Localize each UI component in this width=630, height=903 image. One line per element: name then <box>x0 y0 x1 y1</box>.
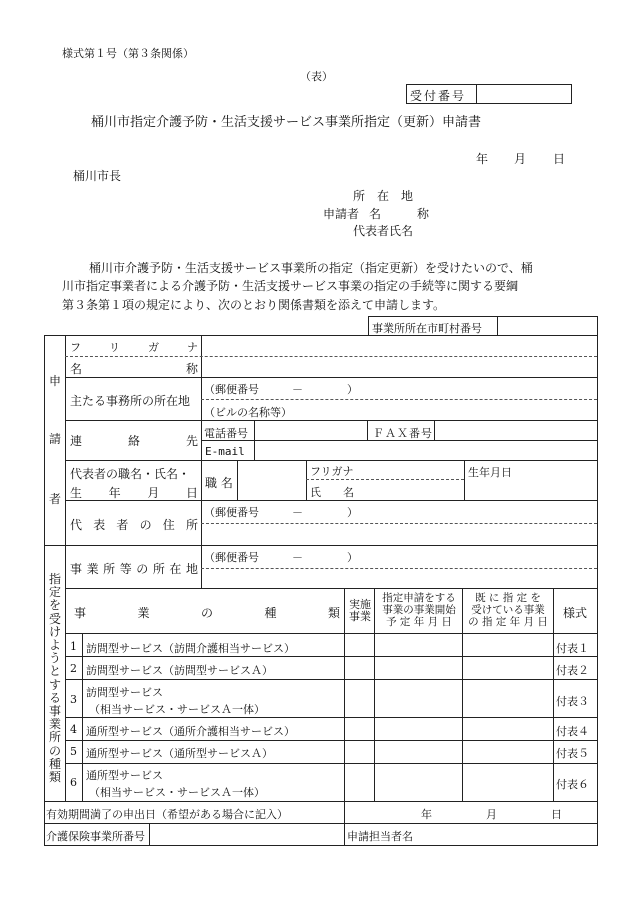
service-name: 通所型サービス <box>86 769 163 782</box>
expiry-month: 月 <box>486 808 497 821</box>
implementation-header: 実施 事業 <box>349 598 371 623</box>
office-address-label: 事 業 所 等 の 所 在 地 <box>70 562 198 576</box>
form-ref: 付表２ <box>556 664 589 677</box>
main-office-address-label: 主たる事務所の所在地 <box>70 394 191 408</box>
applicant-address-label: 所 在 地 <box>353 189 414 203</box>
contact-person-field[interactable] <box>418 824 596 844</box>
service-name: 通所型サービス（通所介護相当サービス） <box>86 725 295 738</box>
rep-postal-label: （郵便番号 － ） <box>204 506 358 519</box>
addressee: 桶川市長 <box>73 169 122 183</box>
form-ref: 付表３ <box>556 695 589 708</box>
business-side-label: 指 定 を 受 け よ う と す る 事 業 所 の 種 類 <box>48 572 61 785</box>
date-year: 年 <box>476 152 489 166</box>
rep-title-line1: 代表者の職名・氏名・ <box>70 467 191 481</box>
reception-number-field[interactable] <box>478 85 570 103</box>
representative-label: 代表者氏名 <box>353 224 414 238</box>
rep-name-label: 氏 名 <box>310 486 354 499</box>
expiry-day: 日 <box>551 808 562 821</box>
email-label: E-mail <box>205 445 245 458</box>
implementation-check[interactable] <box>345 634 373 655</box>
service-name: 通所型サービス（通所型サービスＡ） <box>86 747 273 760</box>
applicant-side-label-3: 者 <box>48 492 61 506</box>
service-name-sub: （相当サービス・サービスＡ一体） <box>89 786 265 799</box>
implementation-check[interactable] <box>345 741 373 762</box>
page-title: 桶川市指定介護予防・生活支援サービス事業所指定（更新）申請書 <box>91 115 482 130</box>
municipality-code-field[interactable] <box>497 316 598 336</box>
service-no: 1 <box>70 640 77 653</box>
phone-label: 電話番号 <box>204 427 248 440</box>
rep-furigana-label: フリガナ <box>310 465 354 478</box>
reception-number-label: 受付番号 <box>410 89 467 103</box>
furigana-field[interactable] <box>203 337 595 355</box>
date-day: 日 <box>553 152 566 166</box>
building-name-label: （ビルの名称等） <box>204 406 292 419</box>
phone-field[interactable] <box>256 422 366 439</box>
service-name: 訪問型サービス（訪問介護相当サービス） <box>86 642 295 655</box>
email-field[interactable] <box>256 442 596 459</box>
implementation-check[interactable] <box>345 764 373 800</box>
municipality-code-label: 事業所所在市町村番号 <box>372 322 482 335</box>
applicant-label: 申請者 <box>323 207 360 221</box>
form-number: 様式第１号（第３条関係） <box>62 47 194 60</box>
implementation-check[interactable] <box>345 657 373 678</box>
form-ref: 付表４ <box>556 725 589 738</box>
applicant-name-label: 名 称 <box>369 207 430 221</box>
insurance-number-label: 介護保険事業所番号 <box>46 830 145 843</box>
fax-field[interactable] <box>436 422 596 439</box>
body-line-3: 第３条第１項の規定により、次のとおり関係書類を添えて申請します。 <box>62 298 446 312</box>
service-name: 訪問型サービス（訪問型サービスＡ） <box>86 664 273 677</box>
contact-person-label: 申請担当者名 <box>347 830 413 843</box>
furigana-label: フ リ ガ ナ <box>70 341 198 354</box>
body-line-2: 川市指定事業者による介護予防・生活支援サービス事業の指定の手続等に関する要綱 <box>62 279 519 293</box>
rep-address-label: 代 表 者 の 住 所 <box>70 518 198 532</box>
form-ref: 付表６ <box>556 778 589 791</box>
existing-designation-header: 既 に 指 定 を 受けている事業 の 指 定 年 月 日 <box>468 592 548 628</box>
insurance-number-field[interactable] <box>151 824 343 844</box>
fax-label: ＦＡＸ番号 <box>373 427 433 440</box>
body-line-1: 桶川市介護予防・生活支援サービス事業所の指定（指定更新）を受けたいので、桶 <box>89 261 533 275</box>
job-title-field[interactable] <box>239 462 305 499</box>
main-office-postal-label: （郵便番号 － ） <box>204 383 358 396</box>
service-no: 5 <box>70 745 77 758</box>
job-title-label: 職 名 <box>205 476 233 490</box>
expiry-date-field[interactable] <box>346 802 596 822</box>
form-header: 様式 <box>563 606 588 620</box>
date-month: 月 <box>514 152 527 166</box>
name-field[interactable] <box>203 358 595 376</box>
applicant-side-label-2: 請 <box>48 432 61 446</box>
front-label: （表） <box>300 70 333 83</box>
start-date-header: 指定申請をする 事業の事業開始 予 定 年 月 日 <box>382 592 456 628</box>
service-no: 6 <box>70 776 77 789</box>
service-name: 訪問型サービス <box>86 686 163 699</box>
expiry-year: 年 <box>421 808 432 821</box>
contact-label: 連 絡 先 <box>70 434 198 448</box>
rep-title-line2: 生 年 月 日 <box>70 486 198 500</box>
implementation-check[interactable] <box>345 718 373 739</box>
form-ref: 付表５ <box>556 747 589 760</box>
service-type-header: 事 業 の 種 類 <box>74 606 340 620</box>
service-name-sub: （相当サービス・サービスＡ一体） <box>89 703 265 716</box>
service-no: 4 <box>70 723 77 736</box>
form-ref: 付表１ <box>556 642 589 655</box>
office-postal-label: （郵便番号 － ） <box>204 551 358 564</box>
birthdate-label: 生年月日 <box>468 466 512 479</box>
service-no: 2 <box>70 662 77 675</box>
name-label: 名 称 <box>70 362 198 376</box>
expiry-request-label: 有効期間満了の申出日（希望がある場合に記入） <box>46 808 288 821</box>
applicant-side-label-1: 申 <box>48 374 61 388</box>
implementation-check[interactable] <box>345 680 373 716</box>
service-no: 3 <box>70 693 77 706</box>
